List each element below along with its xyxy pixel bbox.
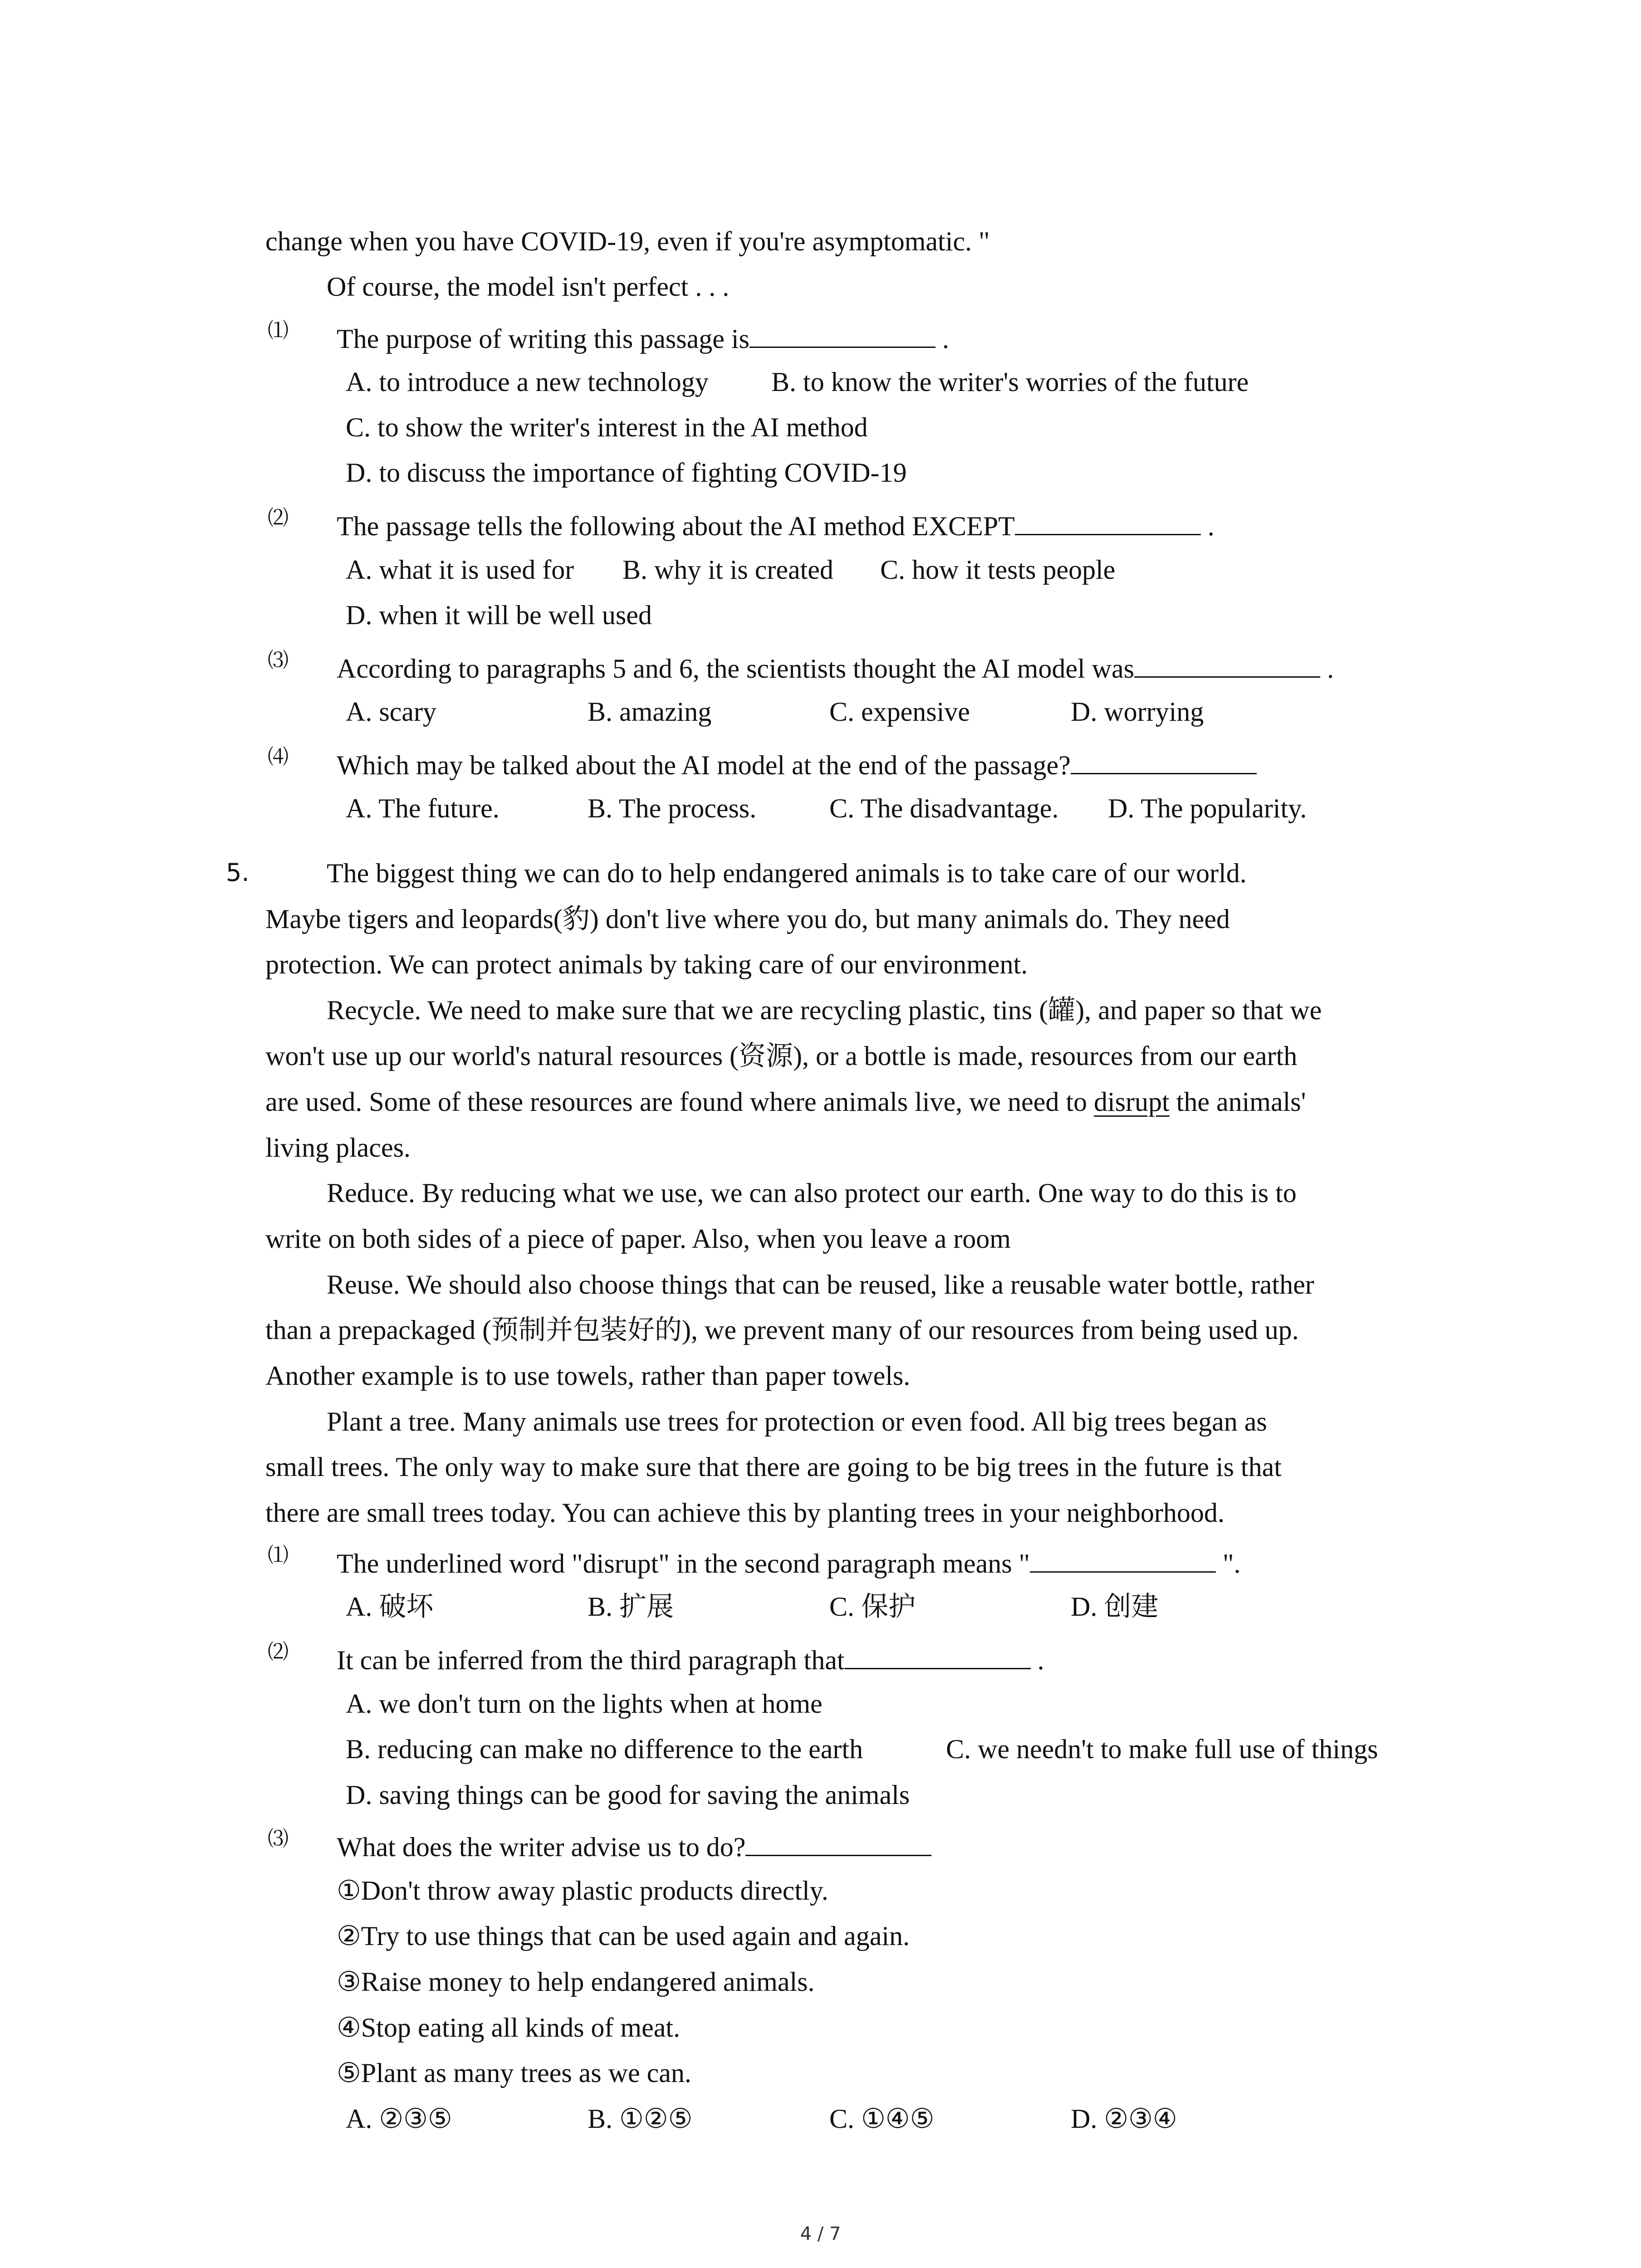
option: D. when it will be well used xyxy=(346,600,652,630)
passage5-line: living places. xyxy=(265,1133,411,1163)
option: A. to introduce a new technology xyxy=(346,367,709,397)
answer-blank xyxy=(845,1644,1031,1669)
passage4-line: Of course, the model isn't perfect . . . xyxy=(327,272,730,302)
option: D. The popularity. xyxy=(1108,793,1307,823)
question-number: ⑴ xyxy=(268,318,289,342)
question-number: ⑷ xyxy=(268,744,289,769)
option: A. we don't turn on the lights when at home xyxy=(346,1689,823,1719)
option: B. why it is created xyxy=(622,555,833,585)
question-number: ⑶ xyxy=(268,1826,289,1851)
answer-blank xyxy=(745,1831,931,1856)
option: B. reducing can make no difference to the earth xyxy=(346,1734,863,1764)
passage5-line: Reuse. We should also choose things that can be reused, like a reusable water bottle, rather xyxy=(327,1270,1314,1300)
option: B. The process. xyxy=(588,793,757,823)
statement: ②Try to use things that can be used again and again. xyxy=(337,1921,910,1951)
option: A. The future. xyxy=(346,793,500,823)
question-stem: According to paragraphs 5 and 6, the scientists thought the AI model was . xyxy=(337,654,1334,684)
passage5-line: small trees. The only way to make sure that there are going to be big trees in the future is that xyxy=(265,1452,1282,1482)
passage4-line: change when you have COVID-19, even if you're asymptomatic. " xyxy=(265,226,990,256)
option: C. expensive xyxy=(829,697,970,727)
question-stem: What does the writer advise us to do? xyxy=(337,1831,931,1861)
answer-blank xyxy=(1030,1548,1216,1573)
option: C. how it tests people xyxy=(880,555,1116,585)
passage5-line: Maybe tigers and leopards(豹) don't live where you do, but many animals do. They need xyxy=(265,904,1230,934)
option: C. The disadvantage. xyxy=(829,793,1059,823)
passage5-line: won't use up our world's natural resources (资源), or a bottle is made, resources from our earth xyxy=(265,1041,1298,1071)
passage5-line: Another example is to use towels, rather than paper towels. xyxy=(265,1361,911,1391)
option: B. amazing xyxy=(588,697,712,727)
answer-blank xyxy=(1015,510,1201,535)
passage5-line: protection. We can protect animals by taking care of our environment. xyxy=(265,949,1028,979)
underlined-word: disrupt xyxy=(1094,1087,1170,1117)
statement: ③Raise money to help endangered animals. xyxy=(337,1967,815,1997)
question-number: ⑴ xyxy=(268,1543,289,1567)
statement: ⑤Plant as many trees as we can. xyxy=(337,2058,691,2088)
statement: ④Stop eating all kinds of meat. xyxy=(337,2013,681,2043)
question-stem: Which may be talked about the AI model at the end of the passage? xyxy=(337,749,1257,779)
option: D. to discuss the importance of fighting COVID-19 xyxy=(346,458,907,488)
passage5-line: The biggest thing we can do to help endangered animals is to take care of our world. xyxy=(327,858,1247,888)
passage5-line: Reduce. By reducing what we use, we can also protect our earth. One way to do this is to xyxy=(327,1178,1297,1208)
option: C. 保护 xyxy=(829,1592,916,1622)
option: B. 扩展 xyxy=(588,1592,674,1622)
option: D. saving things can be good for saving the animals xyxy=(346,1780,910,1810)
question-number: ⑶ xyxy=(268,648,289,672)
answer-blank xyxy=(1071,749,1257,774)
answer-blank xyxy=(1134,653,1320,678)
passage5-line: Plant a tree. Many animals use trees for protection or even food. All big trees began as xyxy=(327,1407,1267,1437)
option: C. ①④⑤ xyxy=(829,2104,935,2134)
question-number: ⑵ xyxy=(268,1639,289,1664)
statement: ①Don't throw away plastic products directly. xyxy=(337,1876,828,1906)
option: A. scary xyxy=(346,697,436,727)
option: A. 破坏 xyxy=(346,1592,434,1622)
question-number: ⑵ xyxy=(268,505,289,530)
option: A. what it is used for xyxy=(346,555,574,585)
passage5-line: write on both sides of a piece of paper. Also, when you leave a room xyxy=(265,1224,1011,1254)
question-stem: The underlined word "disrupt" in the second paragraph means " ". xyxy=(337,1549,1241,1579)
question-stem: It can be inferred from the third paragraph that . xyxy=(337,1645,1044,1675)
option: A. ②③⑤ xyxy=(346,2104,452,2134)
option: C. to show the writer's interest in the AI method xyxy=(346,412,868,442)
passage-number: 5. xyxy=(226,858,250,887)
question-stem: The purpose of writing this passage is . xyxy=(337,324,949,354)
option: D. worrying xyxy=(1071,697,1204,727)
option: B. to know the writer's worries of the future xyxy=(771,367,1249,397)
option: D. ②③④ xyxy=(1071,2104,1177,2134)
passage5-line: Recycle. We need to make sure that we are recycling plastic, tins (罐), and paper so that we xyxy=(327,995,1322,1025)
option: D. 创建 xyxy=(1071,1592,1159,1622)
passage5-line: than a prepackaged (预制并包装好的), we prevent many of our resources from being used up. xyxy=(265,1315,1299,1345)
question-stem: The passage tells the following about the AI method EXCEPT . xyxy=(337,511,1215,541)
passage5-line: there are small trees today. You can achieve this by planting trees in your neighborhood. xyxy=(265,1498,1225,1528)
answer-blank xyxy=(749,323,936,348)
option: B. ①②⑤ xyxy=(588,2104,693,2134)
passage5-line: are used. Some of these resources are found where animals live, we need to disrupt the animals' xyxy=(265,1087,1306,1117)
page-number: 4 / 7 xyxy=(800,2224,841,2244)
option: C. we needn't to make full use of things xyxy=(946,1734,1378,1764)
